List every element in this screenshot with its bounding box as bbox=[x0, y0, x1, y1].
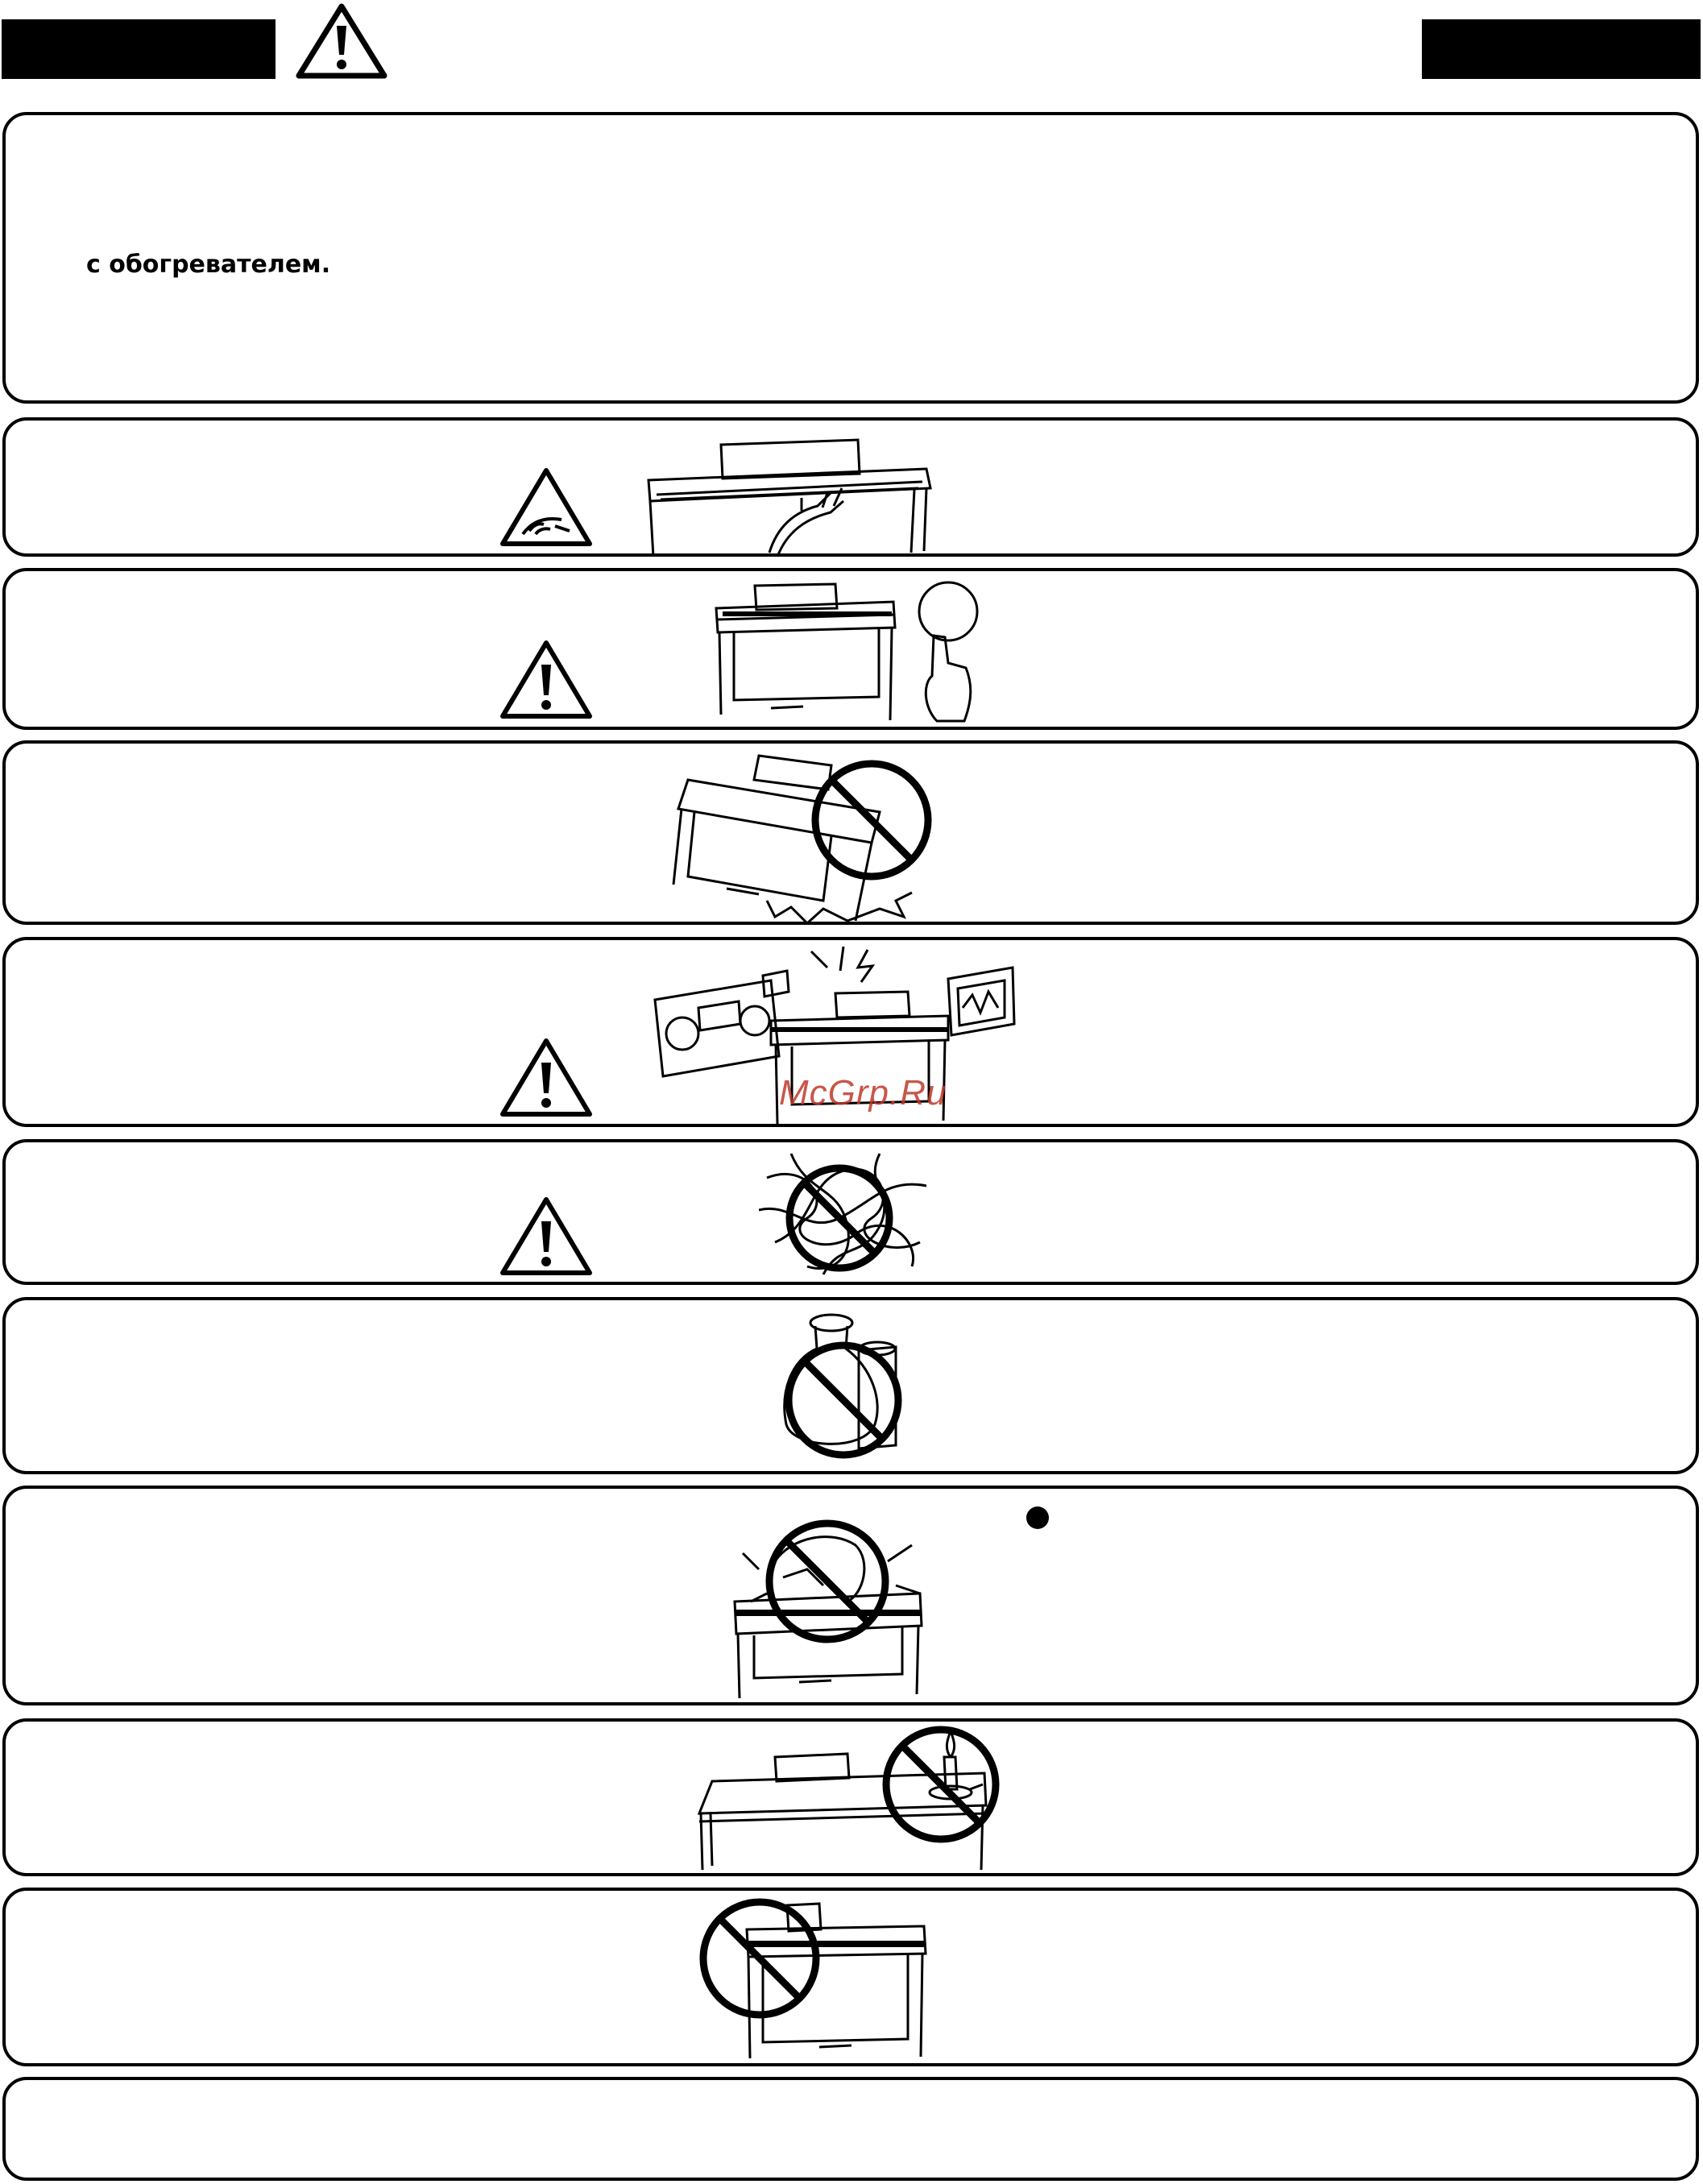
panel-flame bbox=[2, 1718, 1699, 1876]
caution-hand-pinch-icon bbox=[499, 466, 594, 549]
warning-triangle-icon bbox=[499, 1196, 594, 1278]
panel-tipping bbox=[2, 740, 1699, 925]
section-caption: с обогревателем. bbox=[86, 251, 331, 279]
header-black-bar-right bbox=[1422, 19, 1701, 79]
header-black-bar-left bbox=[2, 19, 276, 79]
bullet-dot bbox=[1026, 1506, 1049, 1529]
panel-interference bbox=[2, 937, 1699, 1127]
warning-triangle-icon bbox=[499, 639, 594, 721]
piano-tipping-prohibited-illustration bbox=[670, 748, 952, 925]
objects-on-piano-prohibited-illustration bbox=[727, 1505, 936, 1706]
tangled-cables-prohibited-illustration bbox=[759, 1146, 928, 1283]
panel-cables bbox=[2, 1139, 1699, 1285]
panel-fingers bbox=[2, 417, 1699, 557]
divider-line bbox=[991, 1704, 1120, 1705]
panel-footer bbox=[2, 2077, 1699, 2181]
warning-triangle-icon bbox=[296, 2, 388, 81]
panel-objects bbox=[2, 1486, 1699, 1705]
piano-and-pointing-hand-illustration bbox=[706, 579, 980, 728]
warning-triangle-icon bbox=[499, 1037, 594, 1119]
panel-children bbox=[2, 568, 1699, 730]
panel-liquids bbox=[2, 1297, 1699, 1474]
disassembly-prohibited-illustration bbox=[698, 1897, 928, 2066]
watermark-text: McGrp.Ru bbox=[779, 1073, 947, 1113]
panel-disassembly bbox=[2, 1888, 1699, 2066]
vase-prohibited-illustration bbox=[775, 1312, 912, 1465]
candle-on-piano-prohibited-illustration bbox=[694, 1725, 1001, 1874]
hands-on-keyboard-illustration bbox=[640, 432, 934, 561]
panel-heater bbox=[2, 112, 1699, 404]
